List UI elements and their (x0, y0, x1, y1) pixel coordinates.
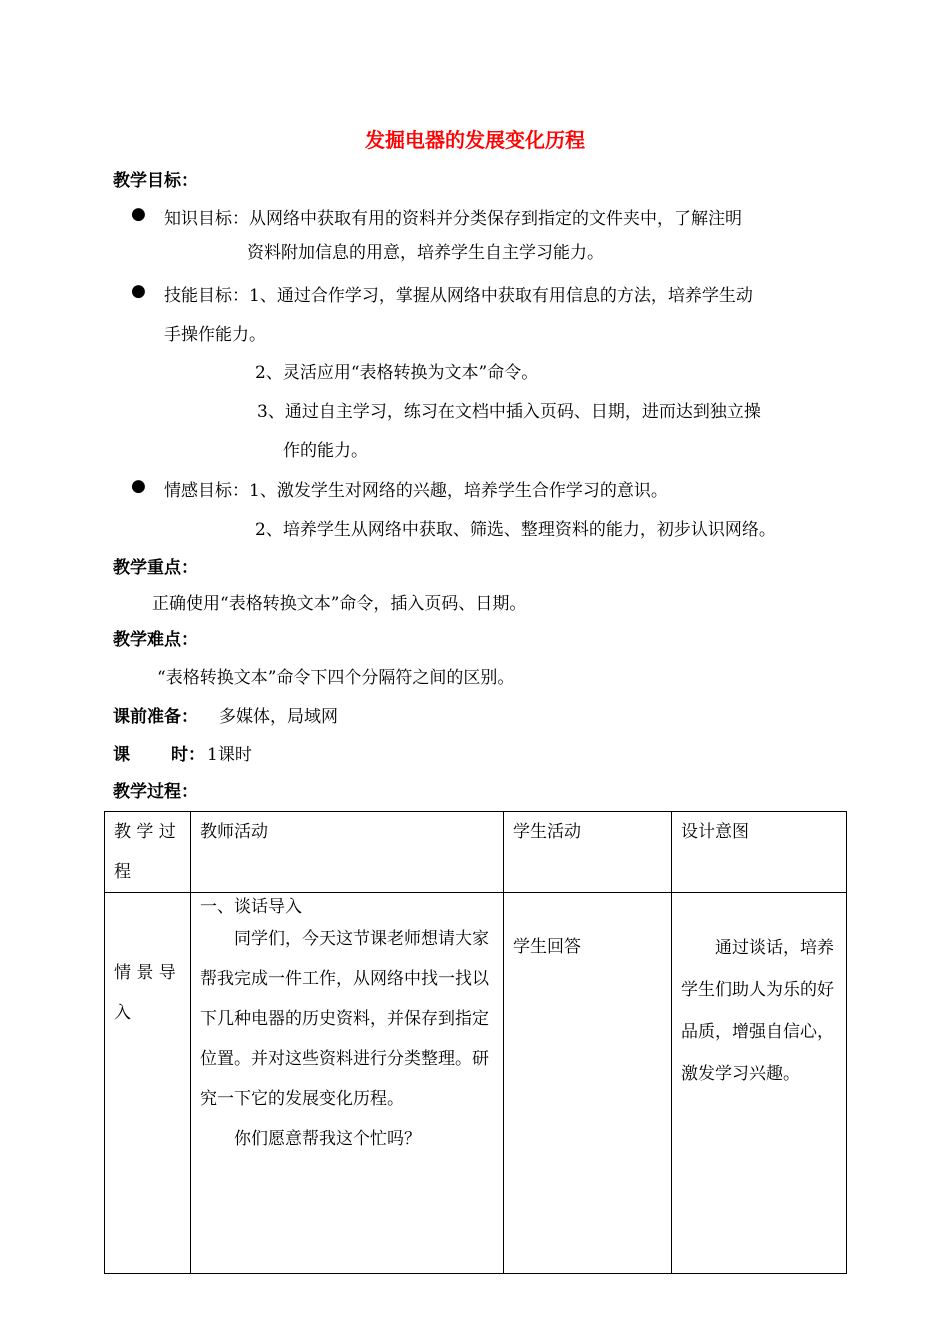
design-intent-cell: 通过谈话，培养学生们助人为乐的好品质，增强自信心，激发学习兴趣。 (672, 893, 847, 1274)
duration-heading-a: 课 (113, 745, 130, 765)
preparation-text: 多媒体，局域网 (219, 707, 338, 727)
stage-cell: 情 景 导 入 (105, 893, 191, 1274)
column-header-student: 学生活动 (504, 812, 672, 893)
bullet-icon: ● (131, 476, 146, 496)
difficulty-heading: 教学难点： (113, 630, 198, 650)
table-row (105, 893, 847, 1274)
teacher-activity-title: 一、谈话导入 (200, 897, 302, 917)
skill-goal-line5: 作的能力。 (283, 441, 368, 461)
knowledge-goal-line1: 知识目标：从网络中获取有用的资料并分类保存到指定的文件夹中，了解注明 (164, 209, 742, 229)
page-title: 发掘电器的发展变化历程 (365, 128, 585, 152)
process-heading: 教学过程： (113, 782, 198, 802)
teacher-activity-cell (191, 893, 504, 1274)
skill-goal-line4: 3、通过自主学习，练习在文档中插入页码、日期，进而达到独立操 (257, 402, 761, 422)
emotion-goal-line1: 情感目标：1、激发学生对网络的兴趣，培养学生合作学习的意识。 (164, 481, 668, 501)
skill-goal-line1: 技能目标：1、通过合作学习，掌握从网络中获取有用信息的方法，培养学生动 (164, 286, 753, 306)
duration-text: 1课时 (207, 745, 252, 765)
bullet-icon: ● (131, 281, 146, 301)
skill-goal-line2: 手操作能力。 (164, 325, 266, 345)
emotion-goal-line2: 2、培养学生从网络中获取、筛选、整理资料的能力，初步认识网络。 (255, 520, 776, 540)
table-header-row (105, 812, 847, 893)
student-activity-cell: 学生回答 (504, 893, 672, 1274)
key-point-heading: 教学重点： (113, 558, 198, 578)
duration-heading-b: 时： (171, 745, 205, 765)
column-header-intent: 设计意图 (672, 812, 847, 893)
key-point-text: 正确使用“表格转换文本”命令，插入页码、日期。 (152, 594, 527, 614)
skill-goal-line3: 2、灵活应用“表格转换为文本”命令。 (255, 363, 539, 383)
difficulty-text: “表格转换文本”命令下四个分隔符之间的区别。 (157, 668, 515, 688)
goals-heading: 教学目标： (113, 171, 198, 191)
bullet-icon: ● (131, 204, 146, 224)
process-table (104, 811, 847, 1274)
knowledge-goal-line2: 资料附加信息的用意，培养学生自主学习能力。 (247, 243, 604, 263)
teacher-activity-question: 你们愿意帮我这个忙吗？ (234, 1129, 421, 1149)
column-header-stage: 教 学 过 程 (105, 812, 191, 893)
teacher-activity-paragraph: 同学们，今天这节课老师想请大家帮我完成一件工作，从网络中找一找以下几种电器的历史资料，并保存到指定位置。并对这些资料进行分类整理。研究一下它的发展变化历程。 (200, 929, 489, 1109)
column-header-teacher: 教师活动 (191, 812, 504, 893)
preparation-heading: 课前准备： (113, 707, 198, 727)
